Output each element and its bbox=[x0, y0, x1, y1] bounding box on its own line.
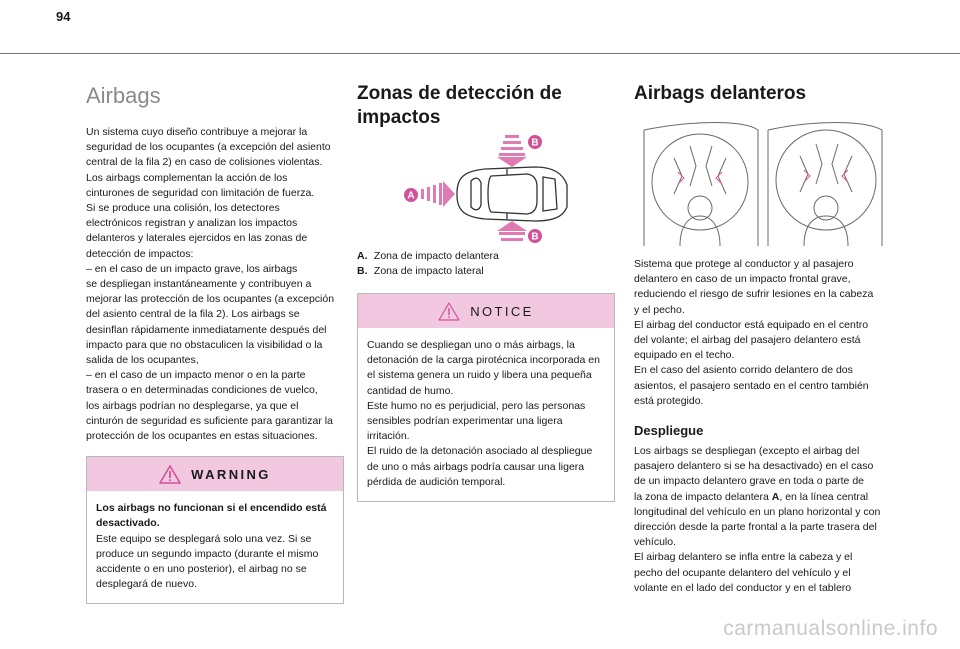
notice-icon bbox=[438, 302, 460, 321]
legend-item-b bbox=[357, 264, 615, 279]
notice-box bbox=[357, 293, 615, 502]
marker-b-top-label: B bbox=[531, 137, 539, 149]
side-impact-arrows-bottom bbox=[497, 221, 527, 241]
airbags-body-text: Un sistema cuyo diseño contribuye a mejorar la seguridad de los ocupantes (a excepción del asiento central de la fila 2) en caso de colisiones violentas. Los airbags complementan la acción de los cinturones de seguridad con limitación de fuerza. Si se produce una colisión, los detectores electrónicos registran y analizan los impactos delanteros y laterales ejercidos en las zonas de detección de impactos: – en el caso de un impacto grave, los airbags se despliegan instantáneamente y contribuyen a mejorar las protección de los ocupantes (a excepción del asiento central de la fila 2). Los airbags se desinflan rápidamente inmediatamente después del impacto para que no obstaculicen la visibilidad o la salida de los ocupantes, – en el caso de un impacto menor o en la parte trasera o en determinadas condiciones de vuelco, los airbags podrían no desplegarse, ya que el cinturón de seguridad es suficiente para garantizar la protección de los ocupantes en estas situaciones. bbox=[86, 126, 335, 443]
notice-body bbox=[358, 328, 614, 501]
section-title-front-airbags: Airbags delanteros bbox=[634, 83, 807, 104]
side-impact-arrows-top bbox=[497, 135, 527, 167]
despliegue-text-part2: , en la línea central longitudinal del vehículo en un plano horizontal y con dirección desde la parte frontal a la parte trasera del vehículo. El airbag delantero se infla entre la cabeza y el pecho del ocupante delantero del vehículo y el volante en el lado del conductor y en el tablero bbox=[634, 490, 881, 594]
header-divider bbox=[0, 53, 960, 54]
despliegue-text bbox=[634, 444, 892, 596]
legend-key-a: A. bbox=[357, 250, 368, 262]
page-number: 94 bbox=[56, 9, 71, 24]
car-top-view bbox=[457, 167, 567, 221]
subheading-despliegue: Despliegue bbox=[634, 423, 704, 439]
column-airbags bbox=[86, 70, 344, 604]
marker-b-top bbox=[528, 135, 542, 149]
legend-text-a: Zona de impacto delantera bbox=[373, 250, 499, 262]
warning-body bbox=[87, 491, 343, 603]
warning-header bbox=[87, 457, 343, 491]
warning-bold-text: Los airbags no funcionan si el encendido está desactivado. bbox=[96, 502, 327, 530]
marker-b-bottom bbox=[528, 229, 542, 243]
column-impact-zones bbox=[357, 70, 615, 502]
warning-box bbox=[86, 456, 344, 604]
diagram-legend bbox=[357, 249, 615, 279]
legend-item-a bbox=[357, 249, 615, 264]
despliegue-zone-key: A bbox=[771, 490, 780, 503]
notice-header bbox=[358, 294, 614, 328]
front-impact-arrows bbox=[421, 181, 455, 207]
notice-text: Cuando se despliegan uno o más airbags, la detonación de la carga pirotécnica incorporada en el sistema genera un ruido y libera una pequeña cantidad de humo. Este humo no es perjudicial, pero las personas sensibles podrían experimentar una ligera irritación. El ruido de la detonación asociado al despliegue de uno o más airbags podría causar una ligera pérdida de audición temporal. bbox=[367, 339, 600, 488]
impact-zones-diagram bbox=[357, 133, 615, 245]
legend-key-b: B. bbox=[357, 265, 368, 277]
notice-title: NOTICE bbox=[470, 303, 534, 319]
section-title-airbags: Airbags bbox=[86, 83, 161, 108]
watermark: carmanualsonline.info bbox=[723, 617, 938, 640]
marker-a bbox=[404, 188, 418, 202]
warning-title: WARNING bbox=[191, 466, 271, 482]
marker-a-label: A bbox=[407, 190, 415, 202]
front-airbags-body-text: Sistema que protege al conductor y al pasajero delantero en caso de un impacto frontal grave, reduciendo el riesgo de sufrir lesiones en la cabeza y el pecho. El airbag del conductor está equipado en el centro del volante; el airbag del pasajero delantero está equipado en el techo. En el caso del asiento corrido delantero de dos asientos, el pasajero sentado en el centro también está protegido. bbox=[634, 258, 874, 407]
section-title-impact-zones: Zonas de detección de impactos bbox=[357, 83, 562, 128]
marker-b-bottom-label: B bbox=[531, 231, 539, 243]
column-front-airbags bbox=[634, 70, 892, 596]
legend-text-b: Zona de impacto lateral bbox=[373, 265, 484, 277]
warning-text: Este equipo se desplegará solo una vez. Si se produce un segundo impacto (durante el mismo accidente o en uno posterior), el airbag no se desplegará de nuevo. bbox=[96, 532, 319, 591]
front-airbags-illustration bbox=[634, 116, 892, 250]
warning-icon bbox=[159, 465, 181, 484]
despliegue-text-part1: Los airbags se despliegan (excepto el airbag del pasajero delantero si se ha desactivado) en el caso de un impacto delantero grave en toda o parte de la zona de impacto delantera bbox=[634, 445, 874, 503]
